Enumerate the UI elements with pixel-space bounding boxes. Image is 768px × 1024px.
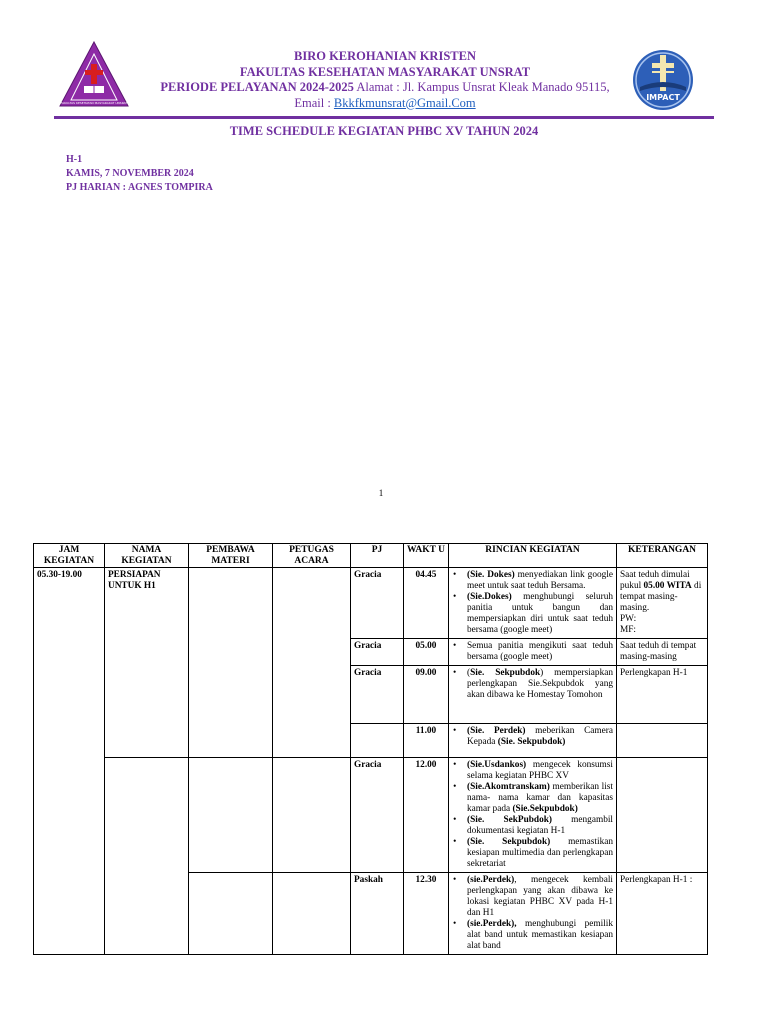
date-label: KAMIS, 7 NOVEMBER 2024 (66, 168, 194, 179)
left-logo-text: FAKULTAS KESEHATAN MASYARAKAT UNSRAT (60, 101, 128, 105)
keterangan-cell: Saat teduh dimulai pukul 05.00 WITA di tempat masing-masing. PW: MF: (617, 568, 708, 639)
rincian-cell (449, 639, 617, 666)
rincian-list (452, 760, 613, 870)
pj-harian-label: PJ HARIAN : AGNES TOMPIRA (66, 182, 213, 193)
table-header-row (34, 544, 708, 568)
list-item: • (Sie. Sekpubdok) mempersiapkan perlengkapan Sie.Sekpubdok yang akan dibawa ke Homestay Tomohon (452, 668, 613, 701)
pembawa-cell (189, 873, 273, 955)
header-waktu: WAKT U (404, 544, 449, 568)
nama-cell: PERSIAPAN UNTUK H1 (105, 568, 189, 758)
list-item: • (Sie. Perdek) meberikan Camera Kepada (Sie. Sekpubdok) (452, 726, 613, 748)
list-item: • (Sie.Dokes) menghubungi seluruh panitia untuk bangun dan mempersiapkan diri untuk saat teduh bersama (google meet) (452, 592, 613, 636)
list-item: • (Sie.Akomtranskam) memberikan list nama- nama kamar dan kapasitas kamar pada (Sie.Sekpubdok) (452, 782, 613, 815)
waktu-cell: 09.00 (404, 666, 449, 724)
keterangan-cell: Perlengkapan H-1 : (617, 873, 708, 955)
header-divider (54, 116, 714, 119)
header-nama: NAMA KEGIATAN (105, 544, 189, 568)
rincian-list (452, 875, 613, 952)
pj-cell: Gracia (351, 639, 404, 666)
pj-cell: Gracia (351, 666, 404, 724)
rincian-cell (449, 568, 617, 639)
header-pj: PJ (351, 544, 404, 568)
rincian-list (452, 570, 613, 636)
day-label: H-1 (66, 154, 83, 165)
schedule-table (33, 543, 708, 955)
schedule-meta (66, 153, 213, 195)
letterhead (0, 0, 768, 120)
header-jam: JAM KEGIATAN (34, 544, 105, 568)
pj-cell: Paskah (351, 873, 404, 955)
list-item: • (Sie. SekPubdok) mengambil dokumentasi kegiatan H-1 (452, 815, 613, 837)
faculty-name: FAKULTAS KESEHATAN MASYARAKAT UNSRAT (239, 64, 531, 79)
waktu-cell: 12.30 (404, 873, 449, 955)
waktu-cell: 05.00 (404, 639, 449, 666)
list-item: • (Sie. Sekpubdok) memastikan kesiapan multimedia dan perlengkapan sekretariat (452, 837, 613, 870)
table-row (34, 758, 708, 873)
right-logo-text: IMPACT (646, 93, 680, 102)
pj-cell (351, 724, 404, 758)
pj-cell: Gracia (351, 568, 404, 639)
header-petugas: PETUGAS ACARA (273, 544, 351, 568)
email-link[interactable]: Bkkfkmunsrat@Gmail.Com (333, 95, 476, 110)
period-address-line (120, 80, 650, 96)
rincian-cell (449, 758, 617, 873)
rincian-cell (449, 724, 617, 758)
jam-cell: 05.30-19.00 (34, 568, 105, 955)
cross-impact-logo-icon (632, 47, 694, 113)
org-name: BIRO KEROHANIAN KRISTEN (294, 49, 476, 63)
rincian-cell (449, 666, 617, 724)
rincian-cell (449, 873, 617, 955)
header-keterangan: KETERANGAN (617, 544, 708, 568)
rincian-list (452, 726, 613, 748)
nama-cell-empty (105, 758, 189, 955)
letterhead-text (120, 49, 650, 111)
page-number: 1 (378, 488, 384, 498)
petugas-cell (273, 568, 351, 758)
list-item: • Semua panitia mengikuti saat teduh bersama (google meet) (452, 641, 613, 663)
list-item: • (sie.Perdek), mengecek kembali perlengkapan yang akan dibawa ke lokasi kegiatan PHBC XV pada H-1 dan H1 (452, 875, 613, 919)
rincian-list (452, 668, 613, 701)
waktu-cell: 11.00 (404, 724, 449, 758)
address: Alamat : Jl. Kampus Unsrat Kleak Manado 95115, (353, 80, 610, 94)
email-line (120, 96, 650, 112)
pembawa-cell (189, 758, 273, 873)
petugas-cell (273, 873, 351, 955)
header-pembawa: PEMBAWA MATERI (189, 544, 273, 568)
list-item: • (Sie.Usdankos) mengecek konsumsi selama kegiatan PHBC XV (452, 760, 613, 782)
waktu-cell: 12.00 (404, 758, 449, 873)
pj-cell: Gracia (351, 758, 404, 873)
petugas-cell (273, 758, 351, 873)
rincian-list (452, 641, 613, 663)
keterangan-cell: Saat teduh di tempat masing-masing (617, 639, 708, 666)
keterangan-cell (617, 758, 708, 873)
waktu-cell: 04.45 (404, 568, 449, 639)
table-row (34, 568, 708, 639)
pembawa-cell (189, 568, 273, 758)
keterangan-cell: Perlengkapan H-1 (617, 666, 708, 724)
document-title: TIME SCHEDULE KEGIATAN PHBC XV TAHUN 2024 (229, 124, 539, 138)
keterangan-cell (617, 724, 708, 758)
email-label: Email : (294, 95, 334, 110)
service-period: PERIODE PELAYANAN 2024-2025 (160, 80, 354, 94)
header-rincian: RINCIAN KEGIATAN (449, 544, 617, 568)
list-item: • (sie.Perdek), menghubungi pemilik alat band untuk memastikan kesiapan alat band (452, 919, 613, 952)
list-item: • (Sie. Dokes) menyediakan link google meet untuk saat teduh Bersama. (452, 570, 613, 592)
